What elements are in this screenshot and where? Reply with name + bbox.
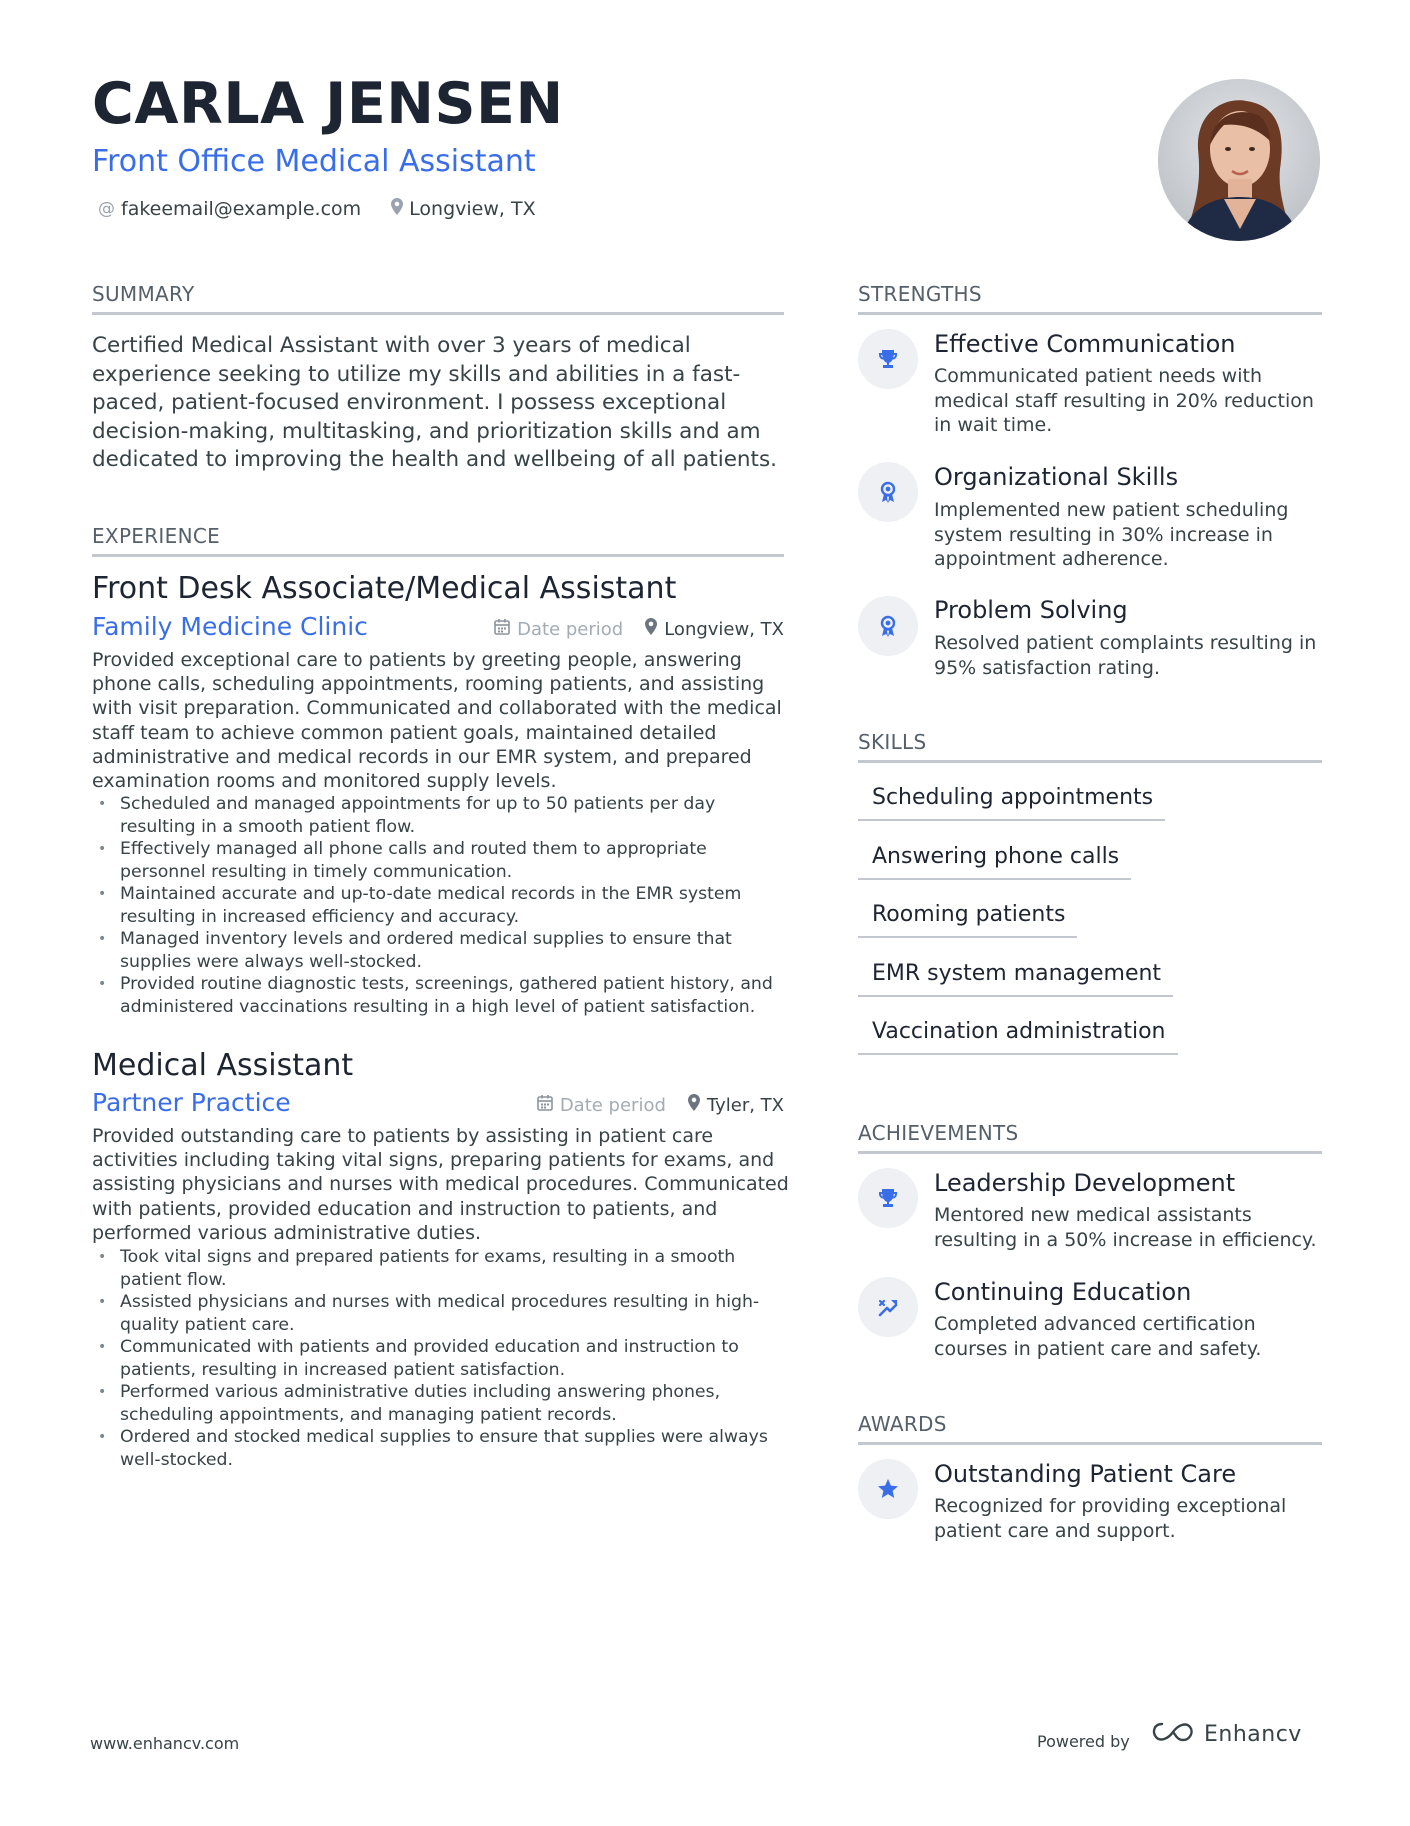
strength-description: Resolved patient complaints resulting in 95% satisfaction rating. bbox=[934, 632, 1317, 679]
contact-email[interactable] bbox=[98, 198, 361, 220]
profile-photo bbox=[1158, 79, 1320, 241]
calendar-icon bbox=[494, 618, 510, 640]
job-title: Medical Assistant bbox=[92, 1048, 354, 1083]
bullet-item: • Provided routine diagnostic tests, screenings, gathered patient history, and administered vaccinations resulting in a high level of patient satisfaction. bbox=[92, 973, 792, 1018]
section-heading-skills: SKILLS bbox=[858, 732, 1322, 763]
bullet-item: • Performed various administrative duties including answering phones, scheduling appointments, and managing patient records. bbox=[92, 1381, 792, 1426]
location-pin-icon bbox=[645, 618, 657, 640]
bullet-item: • Ordered and stocked medical supplies to ensure that supplies were always well-stocked. bbox=[92, 1426, 792, 1471]
contact-location bbox=[391, 198, 535, 220]
job-description: Provided outstanding care to patients by assisting in patient care activities including taking vital signs, preparing patients for exams, and assisting physicians and nurses with medical procedures. Communicated with patients, provided education and instruction to patients, and performed various administrative duties. bbox=[92, 1125, 789, 1244]
achievement-description: Mentored new medical assistants resulting in a 50% increase in efficiency. bbox=[934, 1204, 1317, 1251]
growth-arrow-icon bbox=[858, 1277, 918, 1337]
job-bullets bbox=[92, 1246, 792, 1471]
skill-tag: Vaccination administration bbox=[858, 1019, 1178, 1055]
email-text: fakeemail@example.com bbox=[121, 198, 362, 220]
section-heading-achievements: ACHIEVEMENTS bbox=[858, 1123, 1322, 1154]
bullet-item: • Took vital signs and prepared patients for exams, resulting in a smooth patient flow. bbox=[92, 1246, 792, 1291]
skill-tag: EMR system management bbox=[858, 961, 1173, 997]
footer-website-link[interactable]: www.enhancv.com bbox=[90, 1734, 240, 1753]
job-location-text: Tyler, TX bbox=[706, 1094, 784, 1116]
achievement-title: Leadership Development bbox=[934, 1169, 1236, 1197]
job-location bbox=[688, 1094, 784, 1116]
bullet-item: • Maintained accurate and up-to-date medical records in the EMR system resulting in increased efficiency and accuracy. bbox=[92, 883, 792, 928]
achievement-description: Completed advanced certification courses in patient care and safety. bbox=[934, 1313, 1262, 1360]
strength-description: Communicated patient needs with medical staff resulting in 20% reduction in wait time. bbox=[934, 365, 1314, 436]
star-icon bbox=[858, 1459, 918, 1519]
section-heading-strengths: STRENGTHS bbox=[858, 284, 1322, 315]
job-bullets bbox=[92, 793, 792, 1018]
section-heading-awards: AWARDS bbox=[858, 1414, 1322, 1445]
section-heading-experience: EXPERIENCE bbox=[92, 526, 784, 557]
company-name: Partner Practice bbox=[92, 1088, 291, 1117]
calendar-icon bbox=[537, 1094, 553, 1116]
skill-tag: Rooming patients bbox=[858, 902, 1077, 938]
job-meta bbox=[494, 618, 784, 640]
candidate-title: Front Office Medical Assistant bbox=[92, 144, 536, 179]
job-location-text: Longview, TX bbox=[664, 618, 784, 640]
bullet-item: • Assisted physicians and nurses with medical procedures resulting in high-quality patient care. bbox=[92, 1291, 792, 1336]
contact-bar bbox=[98, 198, 566, 220]
award-title: Outstanding Patient Care bbox=[934, 1460, 1237, 1488]
achievement-title: Continuing Education bbox=[934, 1278, 1192, 1306]
location-text: Longview, TX bbox=[409, 198, 536, 220]
bullet-item: • Managed inventory levels and ordered medical supplies to ensure that supplies were always well-stocked. bbox=[92, 928, 792, 973]
summary-text: Certified Medical Assistant with over 3 years of medical experience seeking to utilize my skills and abilities in a fast-paced, patient-focused environment. I possess exceptional decision-making, multitasking, and prioritization skills and am dedicated to improving the health and wellbeing of all patients. bbox=[92, 333, 778, 472]
award-description: Recognized for providing exceptional patient care and support. bbox=[934, 1495, 1287, 1542]
enhancv-logo-icon bbox=[1150, 1720, 1196, 1748]
candidate-name: CARLA JENSEN bbox=[92, 71, 564, 137]
bullet-item: • Communicated with patients and provided education and instruction to patients, resulting in increased patient satisfaction. bbox=[92, 1336, 792, 1381]
strength-title: Effective Communication bbox=[934, 330, 1236, 358]
location-pin-icon bbox=[391, 198, 403, 220]
job-date-text: Date period bbox=[517, 618, 624, 640]
award-ribbon-icon bbox=[858, 462, 918, 522]
bullet-item: • Effectively managed all phone calls and routed them to appropriate personnel resulting in timely communication. bbox=[92, 838, 792, 883]
award-ribbon-icon bbox=[858, 596, 918, 656]
location-pin-icon bbox=[688, 1094, 700, 1116]
skill-tag: Scheduling appointments bbox=[858, 785, 1165, 821]
trophy-icon bbox=[858, 329, 918, 389]
section-heading-summary: SUMMARY bbox=[92, 284, 784, 315]
job-location bbox=[645, 618, 784, 640]
strength-title: Problem Solving bbox=[934, 596, 1128, 624]
job-date bbox=[537, 1094, 666, 1116]
at-sign-icon: @ bbox=[98, 199, 115, 219]
strength-title: Organizational Skills bbox=[934, 463, 1179, 491]
job-meta bbox=[537, 1094, 784, 1116]
job-date bbox=[494, 618, 623, 640]
enhancv-logo[interactable] bbox=[1150, 1720, 1302, 1748]
bullet-item: • Scheduled and managed appointments for up to 50 patients per day resulting in a smooth patient flow. bbox=[92, 793, 792, 838]
job-date-text: Date period bbox=[559, 1094, 666, 1116]
strength-description: Implemented new patient scheduling system resulting in 30% increase in appointment adherence. bbox=[934, 499, 1289, 570]
trophy-icon bbox=[858, 1168, 918, 1228]
company-name: Family Medicine Clinic bbox=[92, 612, 368, 641]
job-description: Provided exceptional care to patients by greeting people, answering phone calls, scheduling appointments, rooming patients, and assisting with visit preparation. Communicated and collaborated with the medical staff team to achieve common patient goals, maintained detailed administrative and medical records in our EMR system, and prepared examination rooms and monitored supply levels. bbox=[92, 649, 782, 793]
skill-tag: Answering phone calls bbox=[858, 844, 1131, 880]
job-title: Front Desk Associate/Medical Assistant bbox=[92, 571, 677, 606]
enhancv-brand-text: Enhancv bbox=[1204, 1721, 1302, 1747]
footer-powered-by: Powered by bbox=[1037, 1732, 1130, 1751]
